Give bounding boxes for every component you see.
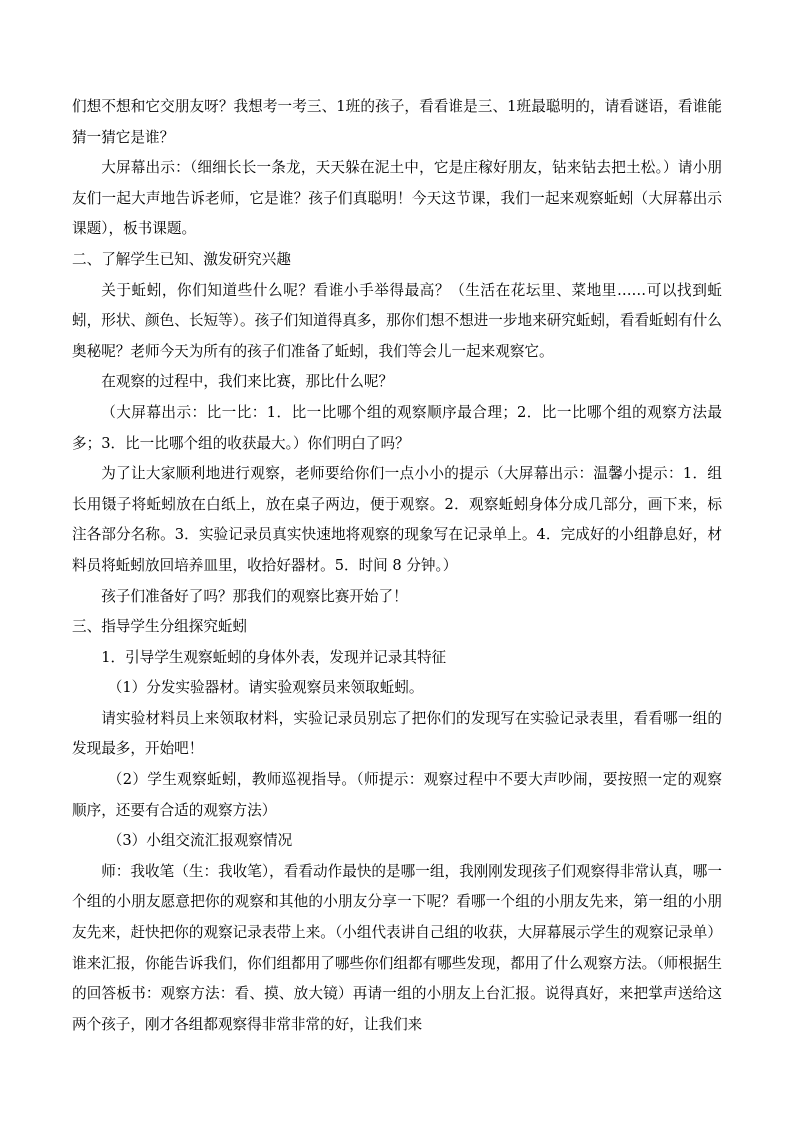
- paragraph-riddle-intro: 们想不想和它交朋友呀？我想考一考三、1班的孩子，看看谁是三、1班最聪明的，请看谜语，看谁能猜一猜它是谁？: [72, 98, 722, 146]
- paragraph-step-1: 1．引导学生观察蚯蚓的身体外表，发现并记录其特征: [101, 648, 447, 666]
- paragraph-materials: 请实验材料员上来领取材料，实验记录员别忘了把你们的发现写在实验记录表里，看看哪一组的发现最多，开始吧！: [72, 709, 722, 758]
- paragraph-competition-rules: （大屏幕出示：比一比：1．比一比哪个组的观察顺序最合理；2．比一比哪个组的观察方法最多；3．比一比哪个组的收获最大。）你们明白了吗？: [72, 403, 722, 452]
- paragraph-start: 孩子们准备好了吗？那我们的观察比赛开始了！: [101, 587, 408, 605]
- paragraph-substep-3: （3）小组交流汇报观察情况: [107, 832, 293, 850]
- paragraph-substep-1: （1）分发实验器材。请实验观察员来领取蚯蚓。: [107, 679, 424, 697]
- section-heading-2: 二、了解学生已知、激发研究兴趣: [72, 250, 291, 268]
- document-page: [72, 92, 722, 1040]
- paragraph-teacher-report: 师：我收笔（生：我收笔），看看动作最快的是哪一组，我刚刚发现孩子们观察得非常认真，哪一个组的小朋友愿意把你的观察和其他的小朋友分享一下呢？看哪一个组的小朋友先来，第一组的小朋友先来，赶快把你的观察记录表带上来。（小组代表讲自己组的收获，大屏幕展示学生的观察记录单）谁来汇报，你能告诉我们，你们组都用了哪些你们组都有哪些发现，都用了什么观察方法。（师根据生的回答板书：观察方法：看、摸、放大镜）再请一组的小朋友上台汇报。说得真好，来把掌声送给这两个孩子，刚才各组都观察得非常非常的好，让我们来: [72, 862, 722, 1033]
- paragraph-screen-riddle: 大屏幕出示：（细细长长一条龙，天天躲在泥土中，它是庄稼好朋友，钻来钻去把土松。）请小朋友们一起大声地告诉老师，它是谁？孩子们真聪明！今天这节课，我们一起来观察蚯蚓（大屏幕出示课题），板书课题。: [72, 159, 722, 238]
- section-heading-3: 三、指导学生分组探究蚯蚓: [72, 618, 248, 636]
- paragraph-substep-2: （2）学生观察蚯蚓，教师巡视指导。（师提示：观察过程中不要大声吵闹，要按照一定的观察顺序，还要有合适的观察方法）: [72, 771, 722, 819]
- paragraph-prior-knowledge: 关于蚯蚓，你们知道些什么呢？看谁小手举得最高？（生活在花坛里、菜地里……可以找到蚯蚓，形状、颜色、长短等）。孩子们知道得真多，那你们想不想进一步地来研究蚯蚓，看看蚯蚓有什么奥秘呢？老师今天为所有的孩子们准备了蚯蚓，我们等会儿一起来观察它。: [72, 281, 722, 360]
- paragraph-competition-intro: 在观察的过程中，我们来比赛，那比什么呢？: [101, 373, 394, 391]
- paragraph-tips: 为了让大家顺利地进行观察，老师要给你们一点小小的提示（大屏幕出示：温馨小提示：1．组长用镊子将蚯蚓放在白纸上，放在桌子两边，便于观察。2．观察蚯蚓身体分成几部分，画下来，标注各部分名称。3．实验记录员真实快速地将观察的现象写在记录单上。4．完成好的小组静息好，材料员将蚯蚓放回培养皿里，收拾好器材。5．时间 8 分钟。）: [72, 465, 722, 574]
